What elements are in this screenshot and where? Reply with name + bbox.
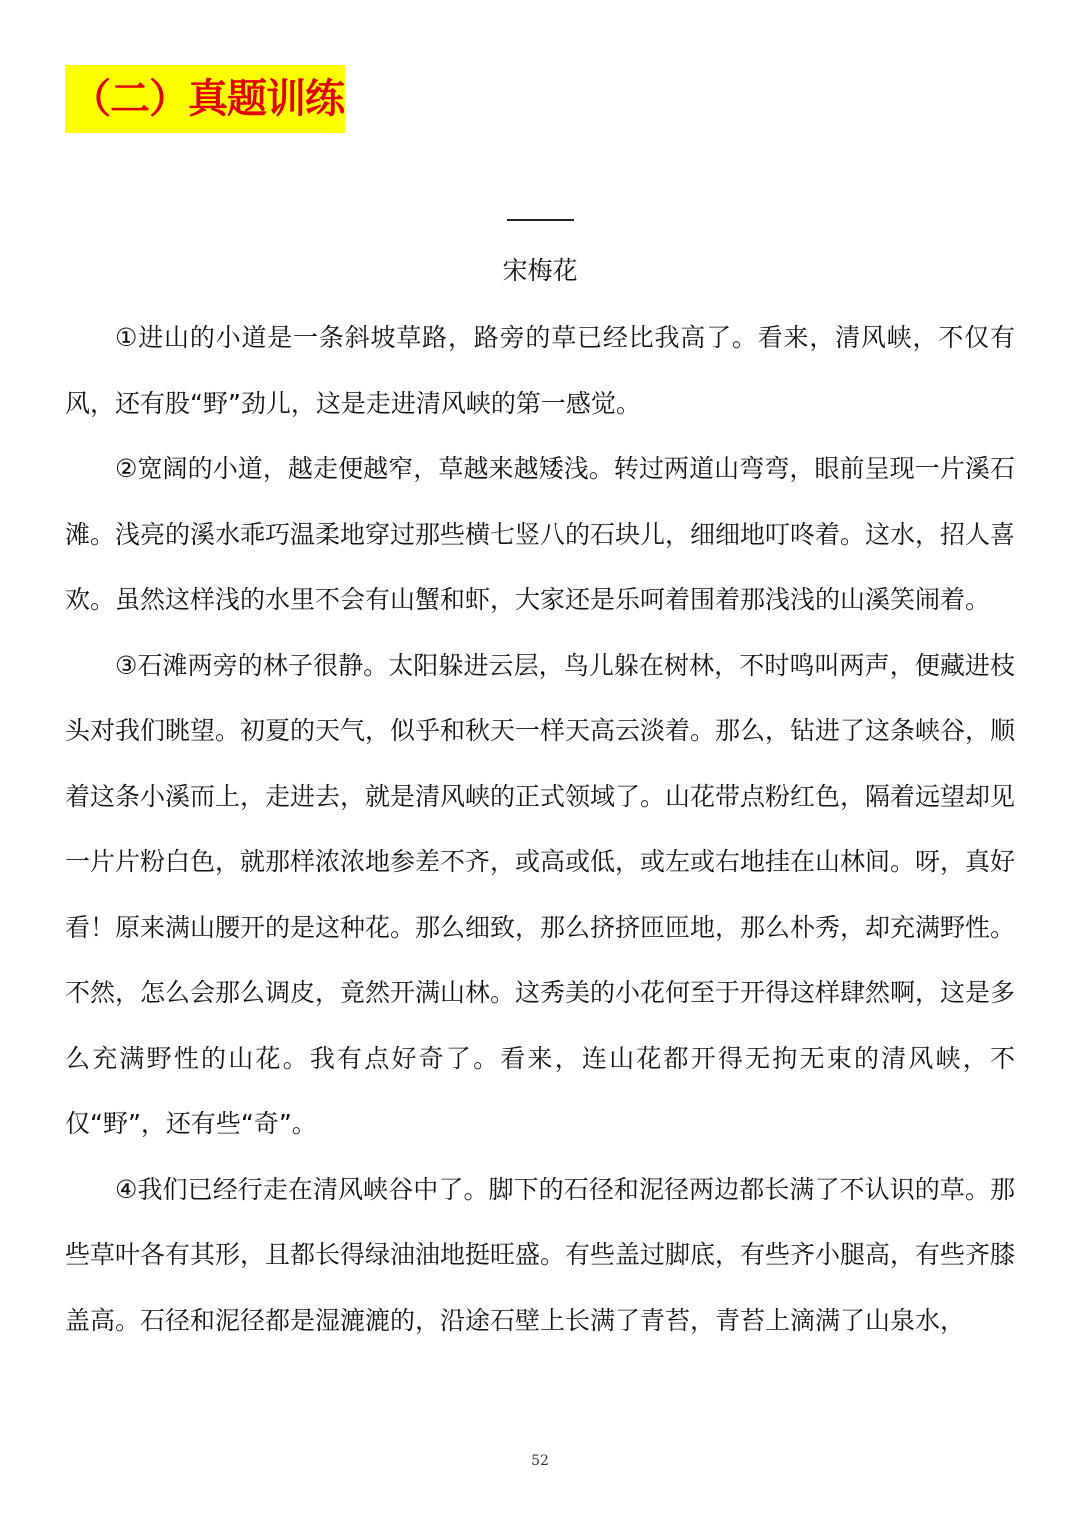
page-number: 52 [531, 1453, 549, 1469]
paragraph-4: ④我们已经行走在清风峡谷中了。脚下的石径和泥径两边都长满了不认识的草。那些草叶各有其形，且都长得绿油油地挺旺盛。有些盖过脚底，有些齐小腿高，有些齐膝盖高。石径和泥径都是湿漉漉的，沿途石壁上长满了青苔，青苔上滴满了山泉水， [65, 1174, 1016, 1335]
article-author: 宋梅花 [502, 256, 578, 285]
paragraph-3: ③石滩两旁的林子很静。太阳躲进云层，鸟儿躲在树林，不时鸣叫两声，便藏进枝头对我们眺望。初夏的天气，似乎和秋天一样天高云淡着。那么，钻进了这条峡谷，顺着这条小溪而上，走进去，就是清风峡的正式领域了。山花带点粉红色，隔着远望却见一片片粉白色，就那样浓浓地参差不齐，或高或低，或左或右地挂在山林间。呀，真好看！原来满山腰开的是这种花。那么细致，那么挤挤匝匝地，那么朴秀，却充满野性。不然，怎么会那么调皮，竟然开满山林。这秀美的小花何至于开得这样肆然啊，这是多么充满野性的山花。我有点好奇了。看来，连山花都开得无拘无束的清风峡，不仅“野”，还有些“奇”。 [65, 650, 1016, 1138]
section-title: （二）真题训练 [65, 65, 345, 133]
paragraph-1: ①进山的小道是一条斜坡草路，路旁的草已经比我高了。看来，清风峡，不仅有风，还有股“野”劲儿，这是走进清风峡的第一感觉。 [65, 323, 1015, 418]
article-body [65, 305, 1015, 1353]
paragraph-2: ②宽阔的小道，越走便越窄，草越来越矮浅。转过两道山弯弯，眼前呈现一片溪石滩。浅亮的溪水乖巧温柔地穿过那些横七竖八的石块儿，细细地叮咚着。这水，招人喜欢。虽然这样浅的水里不会有山蟹和虾，大家还是乐呵着围着那浅浅的山溪笑闹着。 [65, 454, 1016, 614]
title-blank-line [507, 219, 574, 221]
